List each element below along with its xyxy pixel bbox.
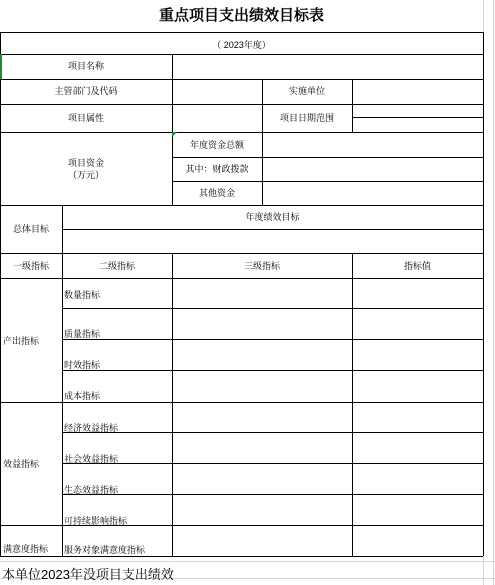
value-cell[interactable]: [353, 433, 483, 463]
value-cell[interactable]: [353, 495, 483, 525]
header-level1: 一级指标: [12, 261, 49, 271]
annual-total-label: 年度资金总额: [189, 140, 244, 150]
level3-cell[interactable]: [173, 403, 352, 432]
level3-cell[interactable]: [173, 526, 352, 556]
overall-goal-label: 总体目标: [12, 224, 49, 234]
gridline: [493, 0, 494, 585]
level2-quality: 质量指标: [64, 329, 101, 339]
level3-cell[interactable]: [173, 495, 352, 525]
level3-cell[interactable]: [173, 371, 352, 402]
gridline: [0, 561, 495, 562]
dept-field[interactable]: [173, 80, 262, 104]
level3-cell[interactable]: [173, 340, 352, 370]
project-name-label: 项目名称: [67, 61, 104, 71]
value-cell[interactable]: [353, 371, 483, 402]
group-satisfaction: 满意度指标: [3, 544, 49, 554]
annual-goal-field[interactable]: [63, 230, 483, 253]
level2-social: 社会效益指标: [64, 454, 119, 464]
dept-label: 主管部门及代码: [54, 86, 118, 96]
project-name-label-cell: [0, 54, 172, 79]
project-name-field[interactable]: [173, 55, 483, 79]
year-label: （ 2023年度）: [212, 40, 271, 50]
value-cell[interactable]: [353, 403, 483, 432]
impl-unit-label: 实施单位: [288, 86, 325, 96]
level2-sustainable: 可持续影响指标: [64, 516, 128, 526]
header-level3: 三级指标: [243, 261, 280, 271]
level2-ecological: 生态效益指标: [64, 485, 119, 495]
group-output: 产出指标: [3, 336, 40, 346]
fiscal-label: 其中：财政拨款: [185, 164, 249, 174]
attribute-field[interactable]: [173, 105, 262, 132]
comment-indicator: [172, 132, 177, 137]
level2-economic: 经济效益指标: [64, 423, 119, 433]
other-funds-field[interactable]: [263, 182, 483, 205]
level3-cell[interactable]: [173, 433, 352, 463]
attribute-label: 项目属性: [67, 113, 104, 123]
level3-cell[interactable]: [173, 464, 352, 494]
page-title: 重点项目支出绩效目标表: [158, 6, 324, 24]
value-cell[interactable]: [353, 464, 483, 494]
group-benefit: 效益指标: [3, 459, 40, 469]
value-cell[interactable]: [353, 309, 483, 339]
impl-unit-field[interactable]: [353, 80, 483, 104]
fiscal-field[interactable]: [263, 158, 483, 181]
funds-label: 项目资金: [67, 158, 104, 168]
header-value: 指标值: [403, 261, 431, 271]
other-funds-label: 其他资金: [198, 188, 235, 198]
period-field[interactable]: [353, 105, 483, 132]
value-cell[interactable]: [353, 526, 483, 556]
annual-goal-label: 年度绩效目标: [245, 212, 300, 222]
level2-cost: 成本指标: [64, 391, 101, 401]
level2-timeliness: 时效指标: [64, 360, 101, 370]
level3-cell[interactable]: [173, 279, 352, 308]
header-level2: 二级指标: [98, 261, 135, 271]
period-label: 项目日期范围: [279, 113, 334, 123]
level2-quantity: 数量指标: [64, 290, 101, 300]
value-cell[interactable]: [353, 340, 483, 370]
level2-service: 服务对象满意度指标: [64, 545, 146, 555]
annual-total-field[interactable]: [263, 133, 483, 157]
footer-note: 本单位2023年没项目支出绩效: [2, 567, 174, 582]
level3-cell[interactable]: [173, 309, 352, 339]
value-cell[interactable]: [353, 279, 483, 308]
funds-unit-label: （万元）: [67, 170, 104, 180]
